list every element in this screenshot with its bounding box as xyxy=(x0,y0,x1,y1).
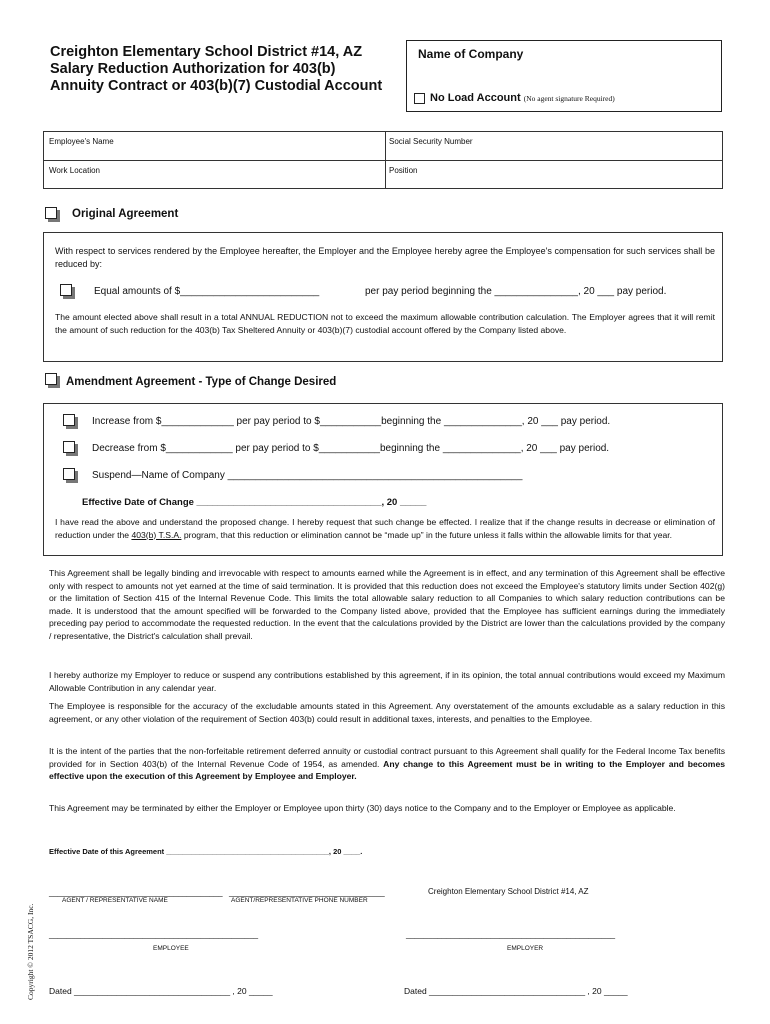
no-load-checkbox[interactable] xyxy=(414,93,425,104)
equal-amounts-checkbox[interactable] xyxy=(60,284,72,296)
position-field[interactable]: Position xyxy=(389,166,418,175)
ack-tsa-link: 403(b) T.S.A. xyxy=(131,529,182,540)
amendment-agreement-checkbox[interactable] xyxy=(45,373,57,385)
agent-name-line[interactable]: _______________________________________ xyxy=(49,888,223,897)
suspend-checkbox[interactable] xyxy=(63,468,75,480)
agent-phone-label: AGENT/REPRESENTATIVE PHONE NUMBER xyxy=(231,897,368,904)
employee-signature-label: EMPLOYEE xyxy=(153,945,189,952)
amendment-acknowledgement xyxy=(55,516,715,541)
employer-dated-field[interactable]: Dated _________________________________ , 20 _____ xyxy=(404,986,628,996)
form-title xyxy=(50,44,382,95)
ssn-field[interactable]: Social Security Number xyxy=(389,137,473,146)
agent-phone-line[interactable]: ___________________________________ xyxy=(229,888,385,897)
increase-checkbox[interactable] xyxy=(63,414,75,426)
no-load-text: No Load Account xyxy=(430,92,521,104)
suspend-field[interactable]: Suspend—Name of Company _____________________________________________________ xyxy=(92,470,523,481)
ack-part-1: I have read the above and understand the proposed change. I hereby request that such change be effected. I realize that if the change results in decrease or elimination of reduction under the xyxy=(55,517,715,540)
original-note: The amount elected above shall result in a total ANNUAL REDUCTION not to exceed the maximum allowable contribution calculation. The Employer agrees that it will remit the amount of such reduction for the 403(b) Tax Sheltered Annuity or 403(b)(7) custodial account offered by the Company listed above. xyxy=(55,312,715,335)
agent-name-label: AGENT / REPRESENTATIVE NAME xyxy=(62,897,168,904)
decrease-field[interactable]: Decrease from $____________ per pay period to $___________beginning the ______________, 20 ___ pay period. xyxy=(92,443,610,454)
effective-date-of-change[interactable]: Effective Date of Change ___________________________________, 20 _____ xyxy=(82,497,427,508)
work-location-field[interactable]: Work Location xyxy=(49,166,100,175)
terms-paragraph-5: This Agreement may be terminated by either the Employer or Employee upon thirty (30) days notice to the Company and to the Employer or Employee as applicable. xyxy=(49,803,676,813)
amendment-agreement-title: Amendment Agreement - Type of Change Desired xyxy=(66,376,337,388)
employee-name-field[interactable]: Employee's Name xyxy=(49,137,114,146)
title-line-1: Creighton Elementary School District #14, AZ xyxy=(50,44,363,60)
terms-paragraph-2: I hereby authorize my Employer to reduce or suspend any contributions established by this agreement, if in its opinion, the total annual contributions would exceed my Maximum Allowable Contribution in any calendar year. xyxy=(49,670,725,693)
title-line-2: Salary Reduction Authorization for 403(b) xyxy=(50,61,336,77)
equal-amounts-field[interactable]: Equal amounts of $_________________________ xyxy=(94,286,320,297)
ack-part-2: program, that this reduction or elimination cannot be “made up” in the future unless it falls within the allowable limits for that year. xyxy=(183,529,673,540)
copyright-notice: Copyright © 2012 TSACG, Inc. xyxy=(26,903,35,1000)
terms-paragraph-3: The Employee is responsible for the accuracy of the excludable amounts stated in this Agreement. Any overstatement of the amounts excludable as a salary reduction in this agreement, or any other violation of the requirement of Section 403(b) could result in additional taxes, interests, and penalties to the Employee. xyxy=(49,701,725,724)
increase-field[interactable]: Increase from $_____________ per pay period to $___________beginning the ______________, 20 ___ pay period. xyxy=(92,416,611,427)
district-name: Creighton Elementary School District #14, AZ xyxy=(428,887,589,896)
original-agreement-title: Original Agreement xyxy=(72,208,179,220)
terms-paragraph-4 xyxy=(49,745,725,783)
agreement-effective-date[interactable]: Effective Date of this Agreement _______________________________________, 20 ____. xyxy=(49,847,363,856)
per-pay-period-field[interactable]: per pay period beginning the _______________, 20 ___ pay period. xyxy=(365,286,667,297)
employer-signature-label: EMPLOYER xyxy=(507,945,544,952)
terms-p4-text: It is the intent of the parties that the non-forfeitable retirement deferred annuity or custodial contract pursuant to this Agreement shall qualify for the Federal Income Tax benefits provided for in Section 403(b) of the Internal Revenue Code of 1954, as amended. xyxy=(49,746,725,769)
company-name-label: Name of Company xyxy=(418,47,524,61)
employer-signature-line[interactable]: _______________________________________________ xyxy=(406,930,616,939)
title-line-3: Annuity Contract or 403(b)(7) Custodial Account xyxy=(50,78,383,94)
employee-dated-field[interactable]: Dated _________________________________ , 20 _____ xyxy=(49,986,273,996)
no-load-label xyxy=(430,92,615,104)
terms-paragraph-1: This Agreement shall be legally binding and irrevocable with respect to amounts earned while the Agreement is in effect, and any termination of this Agreement shall be effective only with respect to amounts not yet earned at the time of said termination. It is provided that this reduction does not exceed the Employee's statutory limits under Section 402(g) or the limitation of Section 415 of the Internal Revenue Code. This limits the total allowable salary reduction to all Companies to which salary reduction contributions can be made. It is understood that the amount specified will be forwarded to the Company listed above, provided that the Employee has sufficient earnings during the immediately preceding pay period to accommodate the requested reduction. In the event that the calculations provided by the District are lower than the calculations provided by the company / representative, the District's calculation shall prevail. xyxy=(49,568,725,641)
original-agreement-checkbox[interactable] xyxy=(45,207,57,219)
employee-signature-line[interactable]: _______________________________________________ xyxy=(49,930,259,939)
original-intro: With respect to services rendered by the Employee hereafter, the Employer and the Employee hereby agree the Employee's compensation for such services shall be reduced by: xyxy=(55,246,715,269)
decrease-checkbox[interactable] xyxy=(63,441,75,453)
no-load-note: (No agent signature Required) xyxy=(523,94,615,103)
employee-info-grid xyxy=(43,131,723,189)
terms-p4-bold: Any change to this Agreement must be in writing to the Employer and becomes effective upon the execution of this Agreement by Employee and Employer. xyxy=(49,758,726,781)
